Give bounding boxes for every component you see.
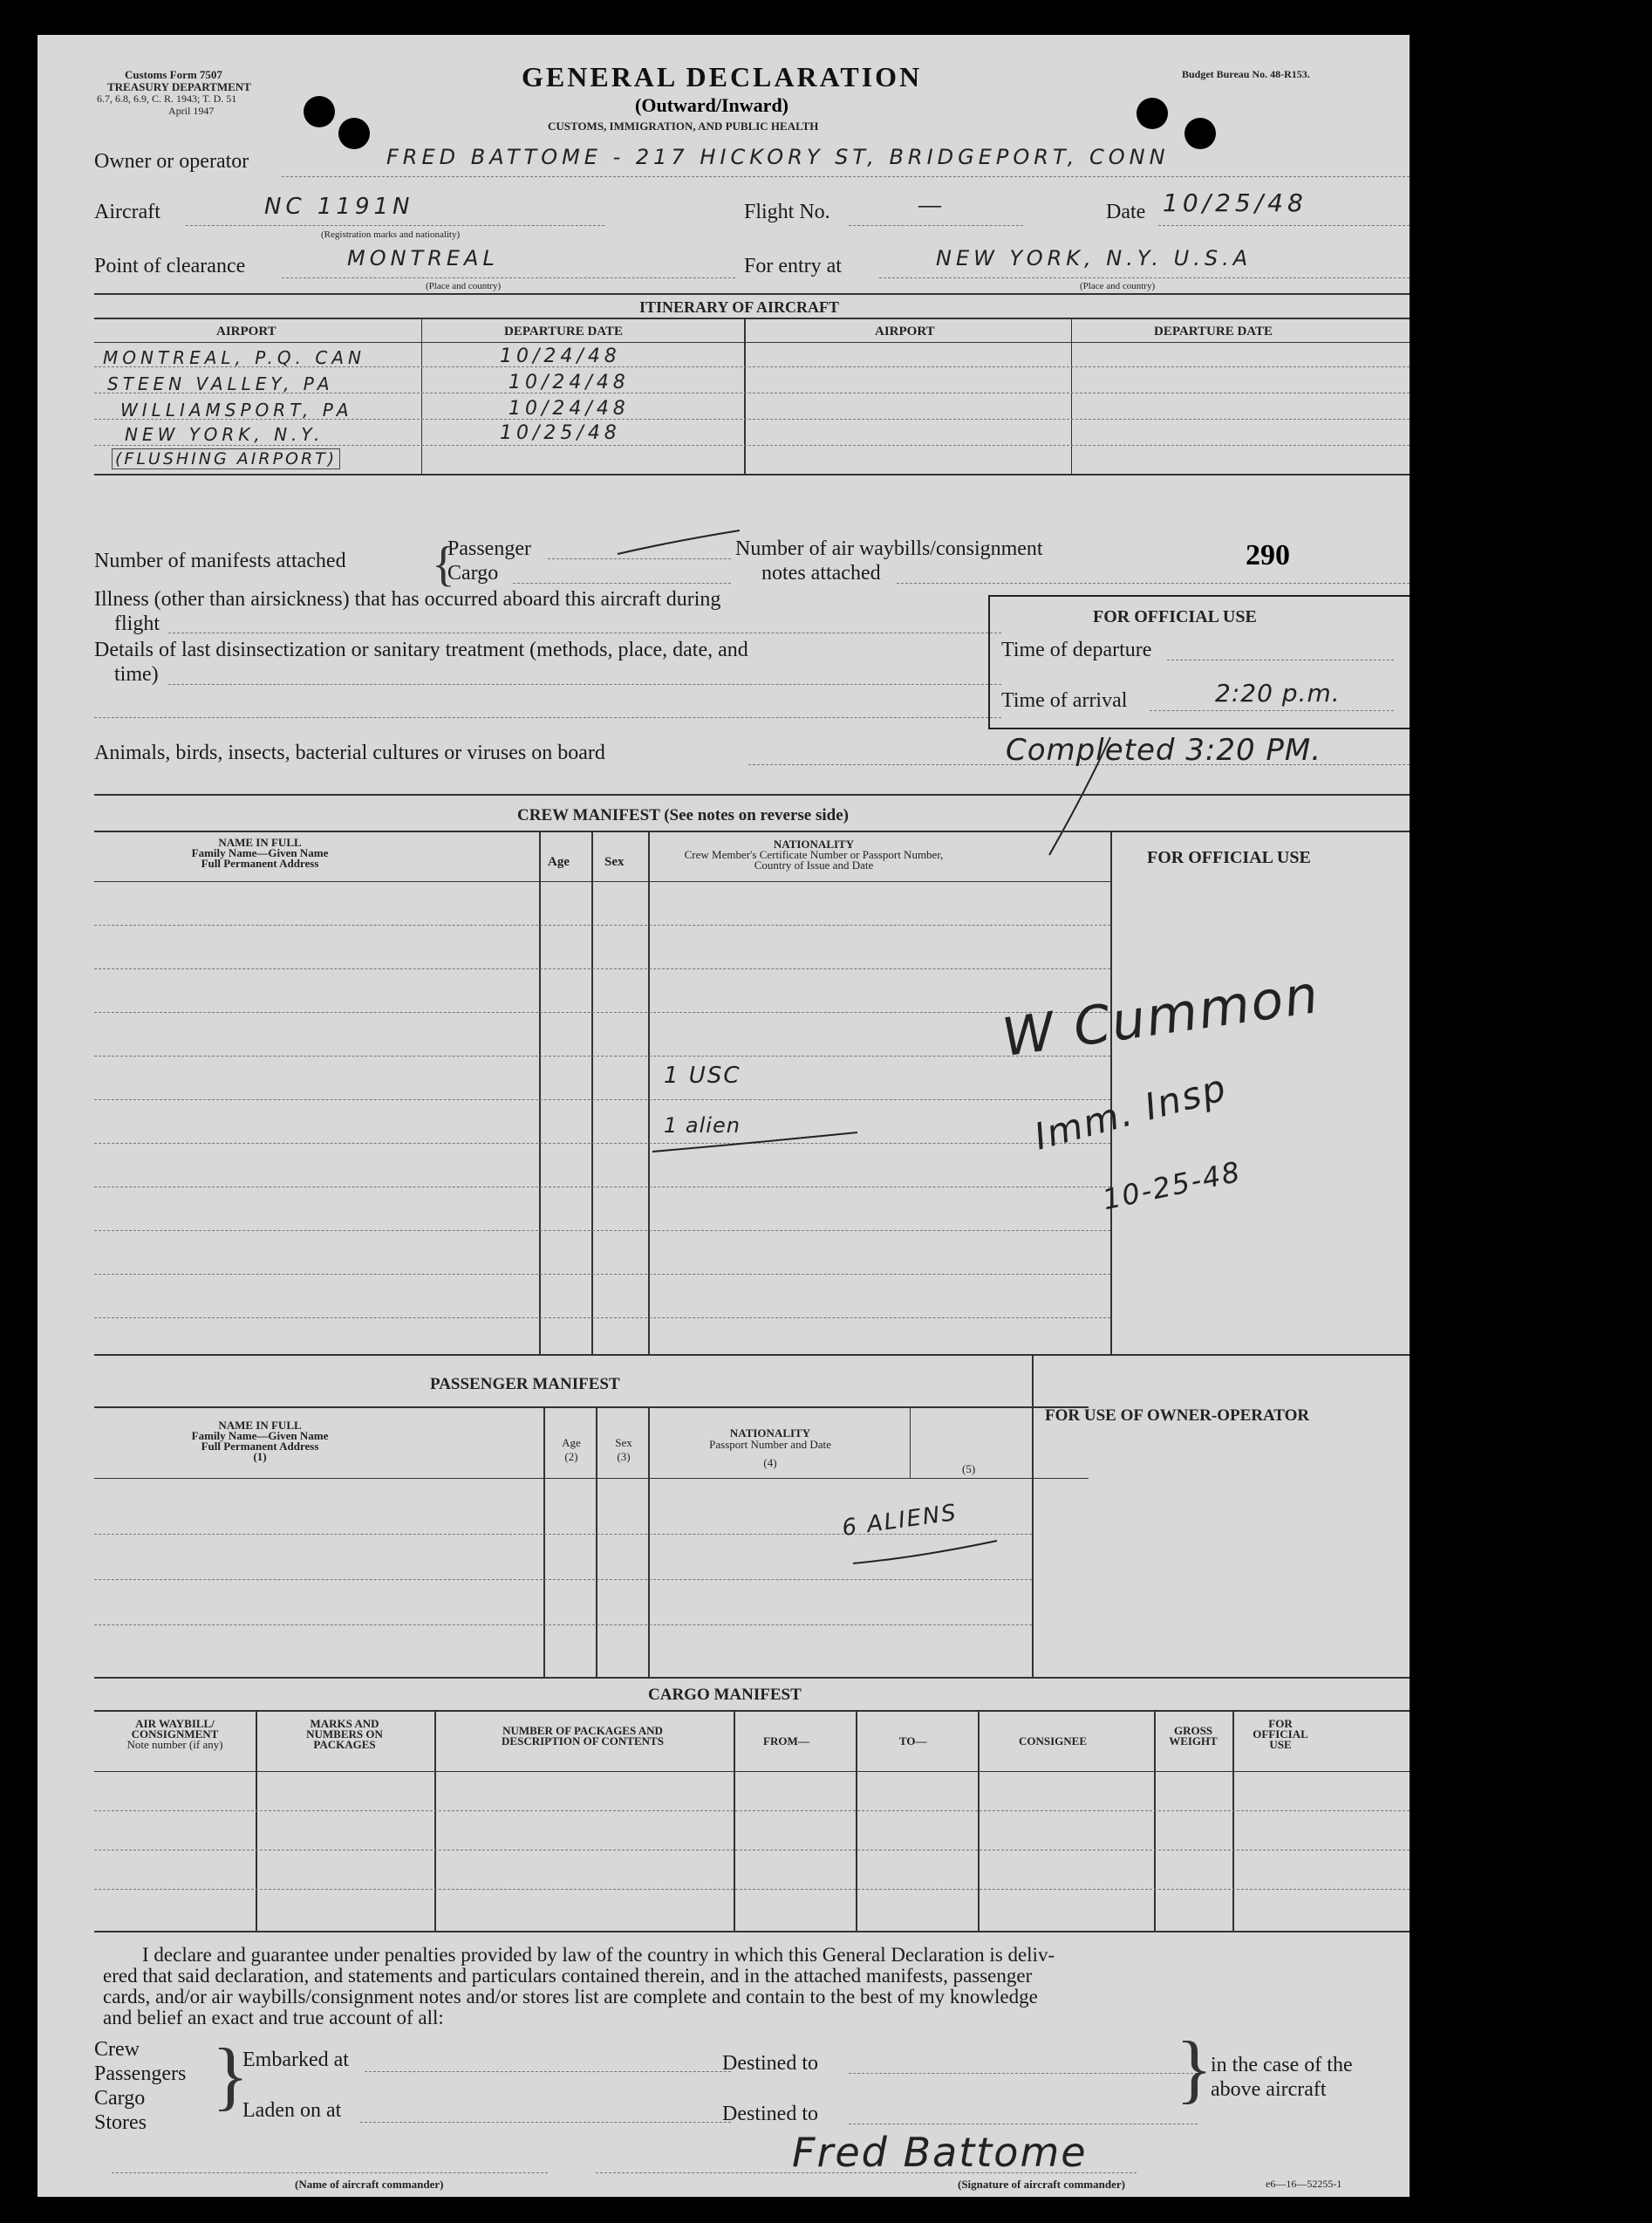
itinerary-date-3: 10/24/48 [509,398,630,420]
disinsect-label-1: Details of last disinsectization or sanitary treatment (methods, place, date, and [94,639,748,661]
flight-value: — [918,192,941,217]
passenger-col-nat-1: NATIONALITY [729,1426,811,1440]
declaration-form [38,35,1410,2197]
manifests-label: Number of manifests attached [94,550,346,572]
crew-col-name-1: NAME IN FULL [218,836,302,849]
arrival-time-label: Time of arrival [1001,689,1128,712]
crew-col-name-3: Full Permanent Address [201,857,319,870]
declaration-text-4: and belief an exact and true account of all: [103,2007,444,2028]
cargo-col-packages-2: DESCRIPTION OF CONTENTS [502,1734,664,1748]
aircraft-value: NC 1191N [264,194,414,220]
passenger-label: Passenger [447,537,531,560]
punch-hole-right-2 [1184,118,1216,149]
passenger-entry: 6 ALIENS [840,1499,959,1542]
entry-line [879,277,1410,278]
punch-hole-right [1137,98,1168,129]
arrival-time-value: 2:20 p.m. [1215,679,1341,708]
cargo-col-marks-1: MARKS AND [310,1717,379,1730]
owner-line [282,176,1410,177]
aircraft-note: (Registration marks and nationality) [321,229,461,240]
inspector-signature: W Cummon [998,963,1324,1070]
itinerary-airport-2: STEEN VALLEY, PA [107,373,334,394]
cargo-col-official-2: OFFICIAL [1253,1727,1308,1741]
cargo-col-official-3: USE [1269,1738,1292,1751]
disinsect-label-2: time) [114,663,159,686]
itinerary-col-airport-1: AIRPORT [216,325,276,339]
entry-label: For entry at [744,255,842,277]
department: TREASURY DEPARTMENT [107,80,251,93]
passenger-col-sex [606,1436,641,1464]
commander-name-label: (Name of aircraft commander) [295,2178,444,2191]
itinerary-header-bottom [94,342,1410,343]
embarked-label: Embarked at [242,2049,349,2071]
itinerary-top-line [94,293,1410,295]
declare-passengers: Passengers [94,2062,187,2085]
punch-hole-left [304,96,335,127]
punch-hole-left-2 [338,118,370,149]
owner-value: FRED BATTOME - 217 HICKORY ST, BRIDGEPORT, CONN [386,145,1170,169]
departure-time-label: Time of departure [1001,639,1152,661]
cargo-col-waybill-2: CONSIGNMENT [131,1727,219,1741]
itinerary-date-4: 10/25/48 [500,422,621,444]
flight-line [849,225,1023,226]
waybills-label-1: Number of air waybills/consignment [735,537,1043,560]
inspector-date: 10-25-48 [1099,1154,1245,1217]
itinerary-header-line [94,318,1410,319]
clearance-label: Point of clearance [94,255,246,277]
crew-col-name-2: Family Name—Given Name [191,846,329,859]
crew-entry-alien: 1 alien [664,1113,741,1138]
passenger-col-sex-num: (3) [617,1450,631,1463]
declare-brace: } [212,2034,249,2118]
cargo-col-packages-1: NUMBER OF PACKAGES AND [502,1724,663,1737]
waybills-value: 290 [1246,539,1290,571]
passenger-col-name [151,1420,369,1462]
destined-label-1: Destined to [722,2052,818,2075]
declaration-text-3: cards, and/or air waybills/consignment notes and/or stores list are complete and contain to the best of my knowledge [103,1986,1038,2008]
clearance-note: (Place and country) [426,281,502,291]
itinerary-airport-3: WILLIAMSPORT, PA [120,400,353,421]
cargo-col-marks-2: NUMBERS ON [306,1727,383,1741]
page-subtitle: (Outward/Inward) [635,94,789,116]
animals-label: Animals, birds, insects, bacterial cultures or viruses on board [94,742,605,764]
clearance-line [282,277,735,278]
crew-col-name [151,838,369,869]
crew-col-nat-3: Country of Issue and Date [754,858,874,872]
budget-bureau: Budget Bureau No. 48-R153. [1182,68,1310,80]
commander-signature: Fred Battome [792,2129,1088,2176]
case-brace: } [1176,2027,1213,2111]
crew-entry-usc: 1 USC [664,1063,741,1089]
crew-col-nat-1: NATIONALITY [773,838,855,851]
date-label: Date [1106,201,1146,223]
passenger-col-sex-label: Sex [615,1436,632,1449]
waybills-label-2: notes attached [761,562,881,585]
entry-note: (Place and country) [1080,281,1156,291]
cargo-label: Cargo [447,562,499,585]
passenger-col-age-label: Age [562,1436,581,1449]
regulations: 6.7, 6.8, 6.9, C. R. 1943; T. D. 51 [97,92,237,105]
destined-label-2: Destined to [722,2103,818,2125]
cargo-col-weight-2: WEIGHT [1169,1734,1218,1748]
crew-title: CREW MANIFEST (See notes on reverse side) [517,806,849,824]
declare-cargo: Cargo [94,2087,146,2110]
completed-note: Completed 3:20 PM. [1006,733,1322,768]
passenger-col-nationality [666,1427,875,1468]
case-label-2: above aircraft [1211,2078,1327,2101]
owner-label: Owner or operator [94,150,249,173]
passenger-col-name-4: (1) [253,1450,267,1463]
passenger-dash-mark [613,523,744,558]
passenger-col-name-1: NAME IN FULL [218,1419,302,1432]
illness-label-2: flight [114,612,160,635]
itinerary-airport-5: (FLUSHING AIRPORT) [112,448,340,469]
date-line [1158,225,1410,226]
passenger-col-nat-num: (4) [763,1456,777,1469]
passenger-col-age-num: (2) [564,1450,578,1463]
passenger-col-age [554,1436,589,1464]
cargo-col-to: TO— [899,1734,927,1748]
aircraft-label: Aircraft [94,201,160,223]
crew-col-sex: Sex [604,855,625,869]
cargo-title: CARGO MANIFEST [648,1686,802,1704]
commander-signature-label: (Signature of aircraft commander) [958,2178,1125,2191]
itinerary-date-1: 10/24/48 [500,345,621,367]
crew-col-age: Age [548,855,570,869]
passenger-col-name-2: Family Name—Given Name [191,1429,329,1442]
cargo-col-marks [257,1719,432,1750]
itinerary-airport-1: MONTREAL, P.Q. CAN [103,347,365,368]
form-number: Customs Form 7507 [125,68,222,81]
crew-underline [648,1125,866,1160]
entry-value: NEW YORK, N.Y. U.S.A [936,246,1253,270]
cargo-col-official [1237,1719,1324,1750]
passenger-col-owner: FOR USE OF OWNER-OPERATOR [1045,1406,1310,1425]
form-date: April 1947 [168,105,215,117]
declaration-text-2: ered that said declaration, and statements and particulars contained therein, and in the attached manifests, passenger [103,1965,1033,1987]
official-use-title: FOR OFFICIAL USE [1093,607,1257,626]
flight-label: Flight No. [744,201,830,223]
cargo-col-waybill-1: AIR WAYBILL/ [135,1717,215,1730]
cargo-col-packages [434,1726,731,1747]
cargo-col-consignee: CONSIGNEE [1019,1734,1088,1748]
cargo-col-official-1: FOR [1268,1717,1293,1730]
itinerary-airport-4: NEW YORK, N.Y. [125,424,324,445]
illness-label-1: Illness (other than airsickness) that has occurred aboard this aircraft during [94,588,721,611]
crew-col-nat-2: Crew Member's Certificate Number or Passport Number, [684,848,944,861]
page-title: GENERAL DECLARATION [522,61,923,92]
clearance-value: MONTREAL [347,246,499,270]
completed-stroke [1032,733,1128,864]
cargo-col-marks-3: PACKAGES [313,1738,376,1751]
crew-col-nationality [648,839,980,871]
itinerary-col-date-1: DEPARTURE DATE [504,325,624,339]
case-label-1: in the case of the [1211,2054,1353,2076]
crew-col-official: FOR OFFICIAL USE [1147,848,1311,867]
cargo-col-waybill-3: Note number (if any) [126,1738,223,1751]
passenger-col-5: (5) [962,1462,976,1475]
passenger-col-name-3: Full Permanent Address [201,1440,319,1453]
cargo-col-waybill [94,1719,256,1750]
laden-label: Laden on at [242,2099,342,2122]
passenger-underline [849,1536,1006,1570]
passenger-title: PASSENGER MANIFEST [430,1375,620,1393]
declare-crew: Crew [94,2038,140,2061]
itinerary-col-date-2: DEPARTURE DATE [1154,325,1273,339]
itinerary-date-2: 10/24/48 [509,372,630,393]
declare-stores: Stores [94,2111,147,2134]
cargo-col-weight-1: GROSS [1173,1724,1213,1737]
date-value: 10/25/48 [1163,188,1307,217]
itinerary-col-airport-2: AIRPORT [875,325,935,339]
itinerary-title: ITINERARY OF AIRCRAFT [639,298,840,316]
passenger-col-nat-2: Passport Number and Date [709,1438,831,1451]
inspector-title: Imm. Insp [1029,1065,1232,1159]
declaration-text-1: I declare and guarantee under penalties provided by law of the country in which this General Declaration is deliv- [142,1944,1055,1966]
page-subtitle-2: CUSTOMS, IMMIGRATION, AND PUBLIC HEALTH [548,120,819,133]
print-code: e6—16—52255-1 [1266,2178,1342,2190]
aircraft-line [186,225,604,226]
cargo-col-from: FROM— [763,1734,809,1748]
cargo-col-weight [1158,1726,1228,1747]
manifests-brace: { [432,537,455,592]
